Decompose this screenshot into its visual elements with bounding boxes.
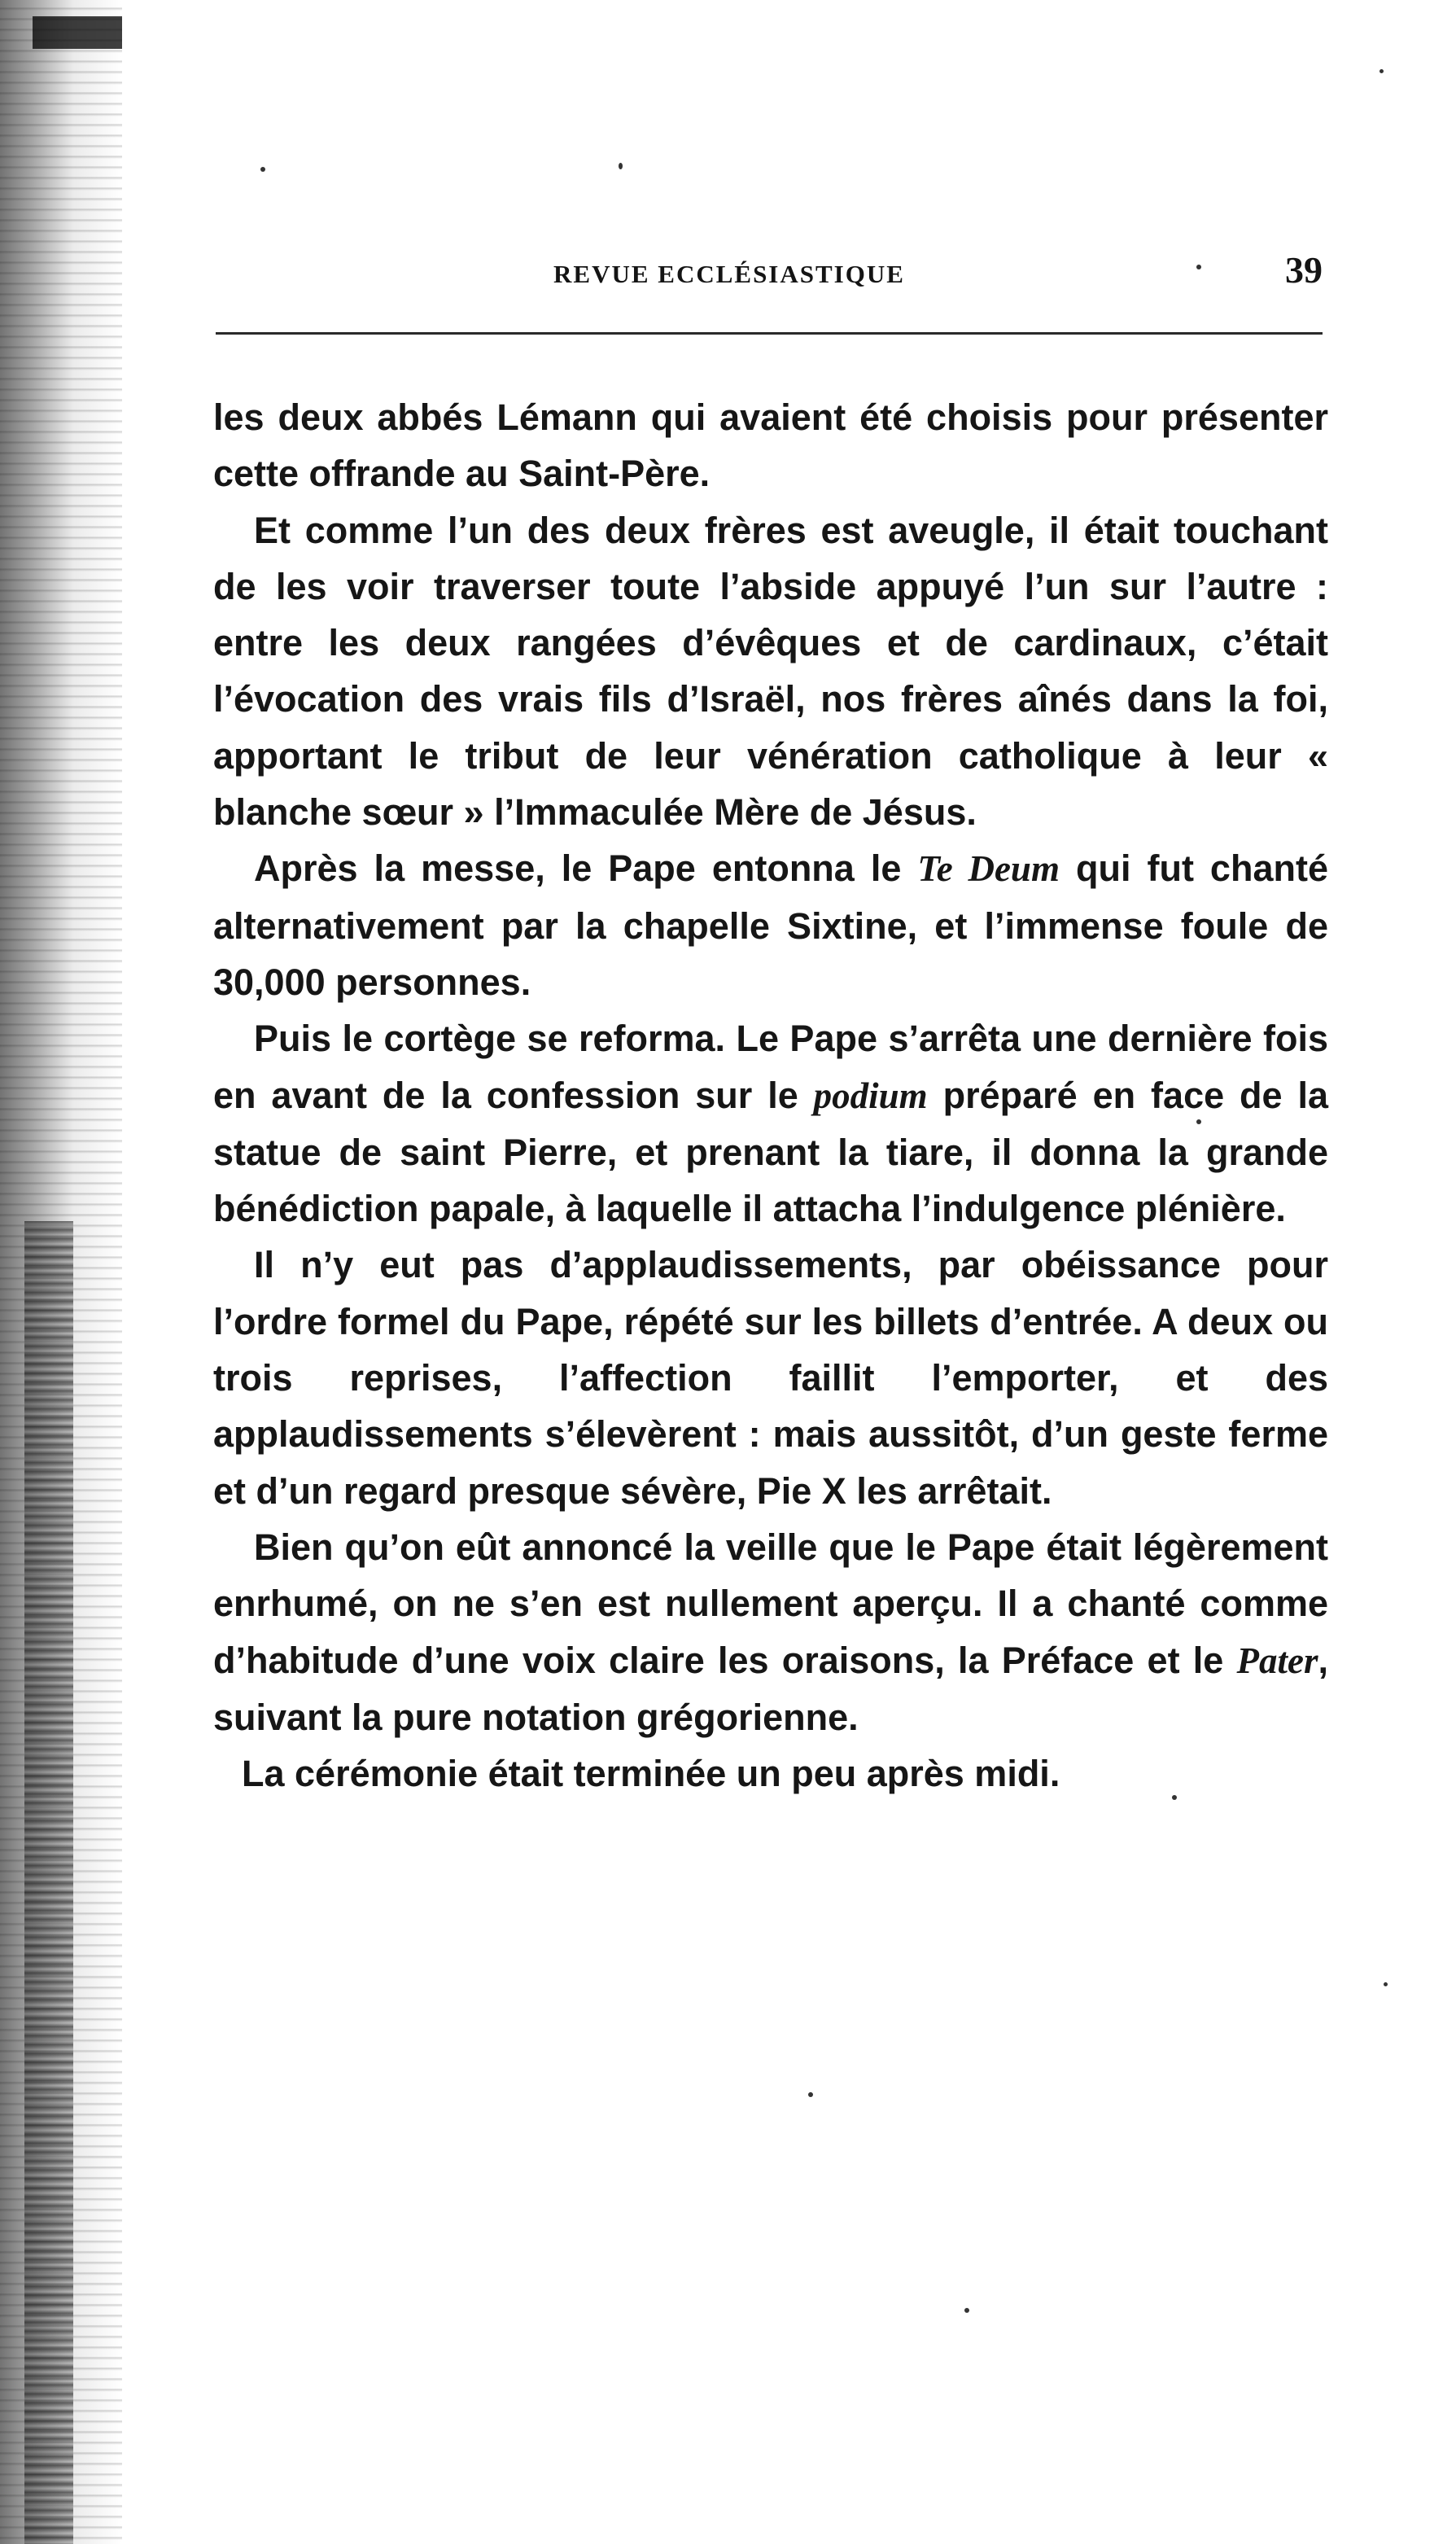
page-number: 39 <box>1285 249 1323 291</box>
scan-mark <box>33 16 122 49</box>
paragraph-text: qui fut chanté alternativement par la chapelle Sixtine, et l’immense foule de 30,000 personnes. <box>213 847 1328 1003</box>
scan-speck <box>808 2092 813 2097</box>
scan-speck <box>1384 1982 1388 1986</box>
paragraph-text: , suivant la pure notation grégorienne. <box>213 1639 1328 1738</box>
paragraph: les deux abbés Lémann qui avaient été choisis pour présenter cette offrande au Saint-Père. <box>213 396 1328 495</box>
scan-speck <box>260 167 265 172</box>
scan-speck <box>964 2308 969 2313</box>
scan-speck <box>619 163 623 169</box>
paragraph <box>213 840 1328 1010</box>
italic-term: Pater <box>1236 1640 1318 1681</box>
paragraph: Et comme l’un des deux frères est aveugle, il était touchant de les voir traverser toute l’abside appuyé l’un sur l’autre : entre les deux rangées d’évêques et de cardinaux, c’était l’évocation des vrais fils d’Israël, nos frères aînés dans la foi, apportant le tribut de leur vénération catholique à leur « blanche sœur » l’Immaculée Mère de Jésus. <box>213 509 1328 834</box>
scan-binding-shadow <box>24 1221 73 2544</box>
running-title: REVUE ECCLÉSIASTIQUE <box>553 260 905 288</box>
paragraph: La cérémonie était terminée un peu après midi. <box>242 1753 1060 1795</box>
paragraph: Il n’y eut pas d’applaudissements, par obéissance pour l’ordre formel du Pape, répété sur les billets d’entrée. A deux ou trois reprises, l’affection faillit l’emporter, et des applaudissements s’élevèrent : mais aussitôt, d’un geste ferme et d’un regard presque sévère, Pie X les arrêtait. <box>213 1244 1328 1512</box>
paragraph-text: Après la messe, le Pape entonna le <box>254 847 918 890</box>
scan-speck <box>1379 69 1384 73</box>
page-header <box>216 248 1323 297</box>
paragraph-text: Bien qu’on eût annoncé la veille que le Pape était légèrement enrhumé, on ne s’en est nullement aperçu. Il a chanté comme d’habitude d’une voix claire les oraisons, la Préface et le <box>213 1526 1328 1681</box>
italic-term: Te Deum <box>917 848 1060 890</box>
paragraph <box>213 1010 1328 1237</box>
paragraph-text: Puis le cortège se reforma. Le Pape s’arrêta une dernière fois en avant de la confession sur le <box>213 1018 1328 1116</box>
body-text <box>213 389 1328 1802</box>
scan-binding-edge <box>0 0 122 2544</box>
header-rule <box>216 332 1323 335</box>
paragraph <box>213 1519 1328 1745</box>
paragraph-text: préparé en face de la statue de saint Pierre, et prenant la tiare, il donna la grande bénédiction papale, à laquelle il attacha l’indulgence plénière. <box>213 1074 1329 1230</box>
italic-term: podium <box>813 1075 928 1116</box>
